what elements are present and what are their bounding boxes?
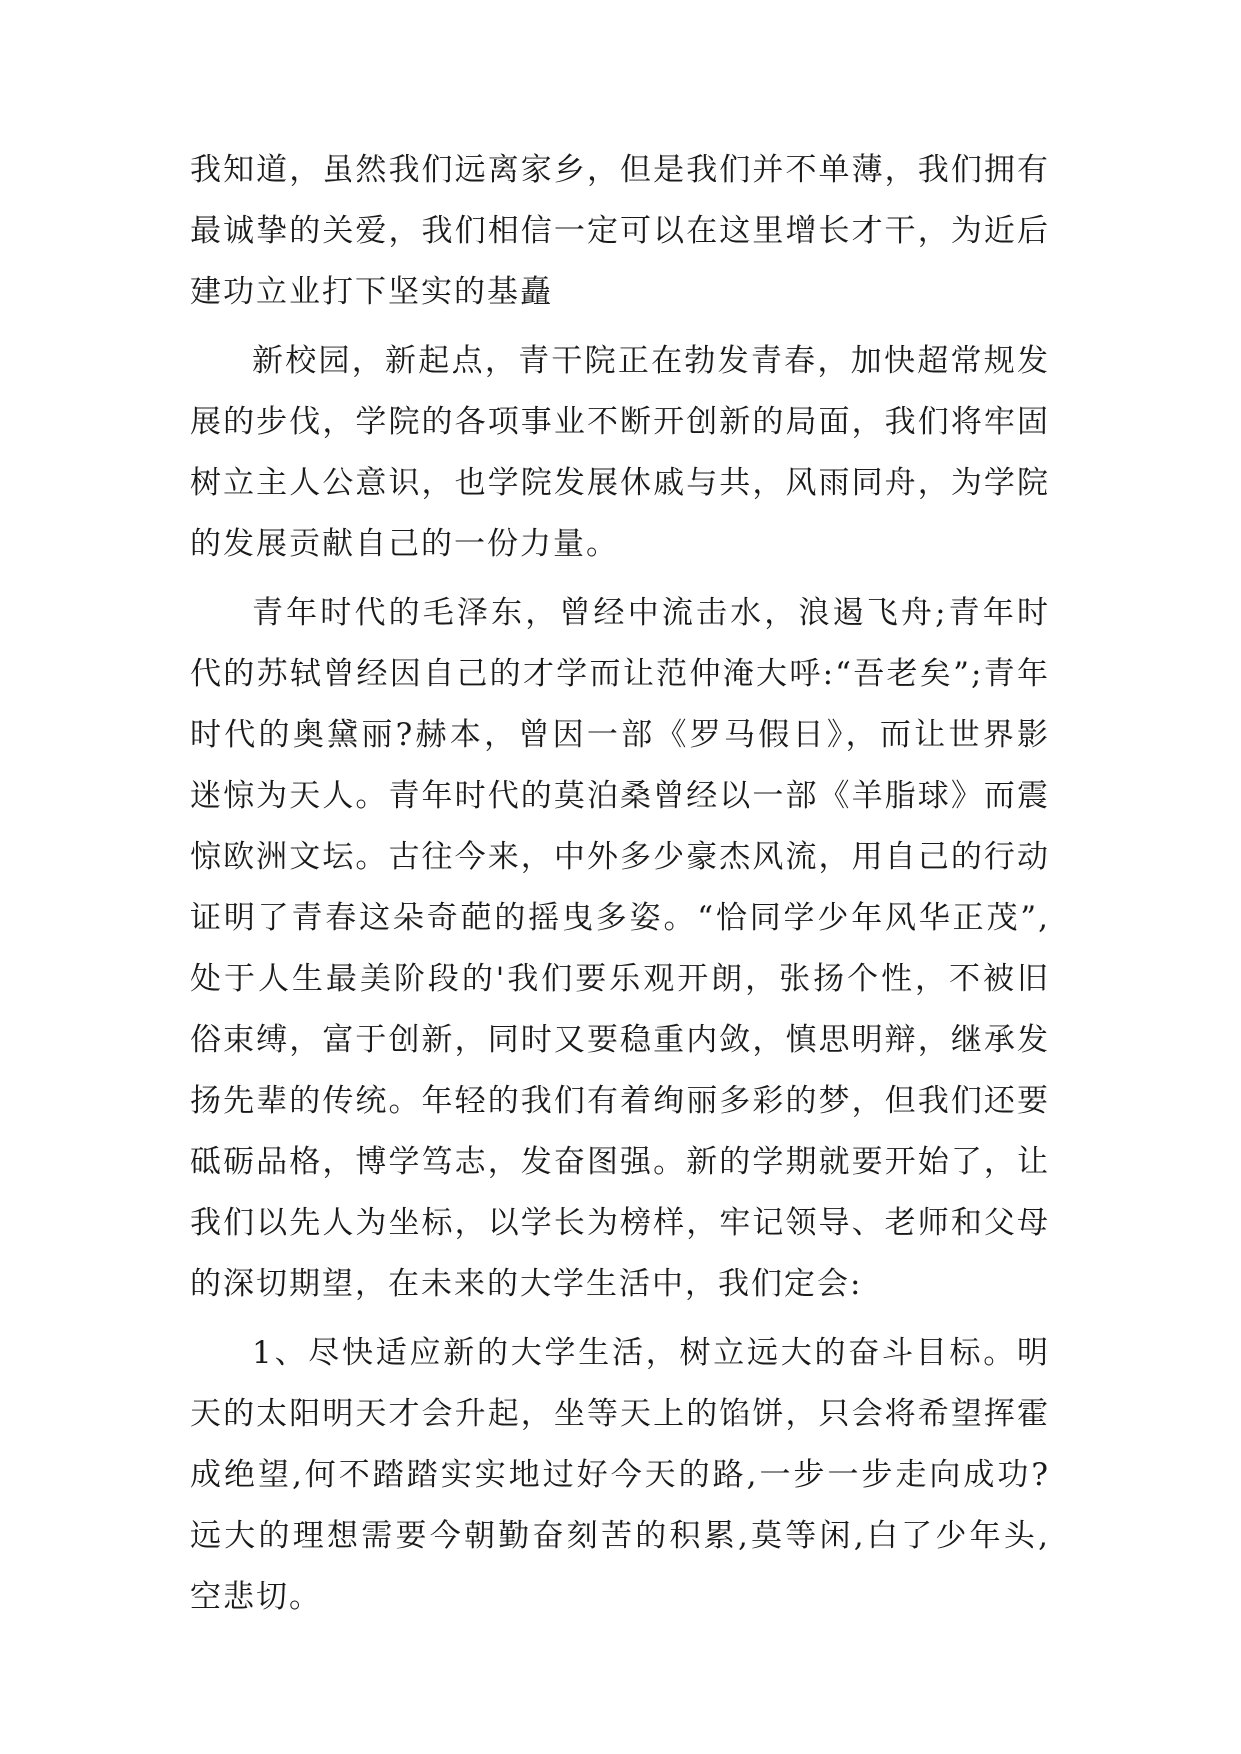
paragraph-4: 1、尽快适应新的大学生活，树立远大的奋斗目标。明天的太阳明天才会升起，坐等天上的馅饼，只会将希望挥霍成绝望,何不踏踏实实地过好今天的路,一步一步走向成功?远大的理想需要今朝勤奋刻苦的积累,莫等闲,白了少年头,空悲切。 bbox=[190, 1335, 1050, 1615]
document-page bbox=[190, 140, 1050, 1636]
paragraph-2: 新校园，新起点，青干院正在勃发青春，加快超常规发展的步伐，学院的各项事业不断开创新的局面，我们将牢固树立主人公意识，也学院发展休戚与共，风雨同舟，为学院的发展贡献自己的一份力量。 bbox=[190, 343, 1050, 562]
paragraph-3: 青年时代的毛泽东，曾经中流击水，浪遏飞舟;青年时代的苏轼曾经因自己的才学而让范仲淹大呼:“吾老矣”;青年时代的奥黛丽?赫本，曾因一部《罗马假日》，而让世界影迷惊为天人。青年时代的莫泊桑曾经以一部《羊脂球》而震惊欧洲文坛。古往今来，中外多少豪杰风流，用自己的行动证明了青春这朵奇葩的摇曳多姿。“恰同学少年风华正茂”,处于人生最美阶段的'我们要乐观开朗，张扬个性，不被旧俗束缚，富于创新，同时又要稳重内敛，慎思明辩，继承发扬先辈的传统。年轻的我们有着绚丽多彩的梦，但我们还要砥砺品格，博学笃志，发奋图强。新的学期就要开始了，让我们以先人为坐标，以学长为榜样，牢记领导、老师和父母的深切期望，在未来的大学生活中，我们定会: bbox=[190, 595, 1050, 1302]
paragraph-1: 我知道，虽然我们远离家乡，但是我们并不单薄，我们拥有最诚挚的关爱，我们相信一定可以在这里增长才干，为近后建功立业打下坚实的基矗 bbox=[190, 152, 1050, 310]
